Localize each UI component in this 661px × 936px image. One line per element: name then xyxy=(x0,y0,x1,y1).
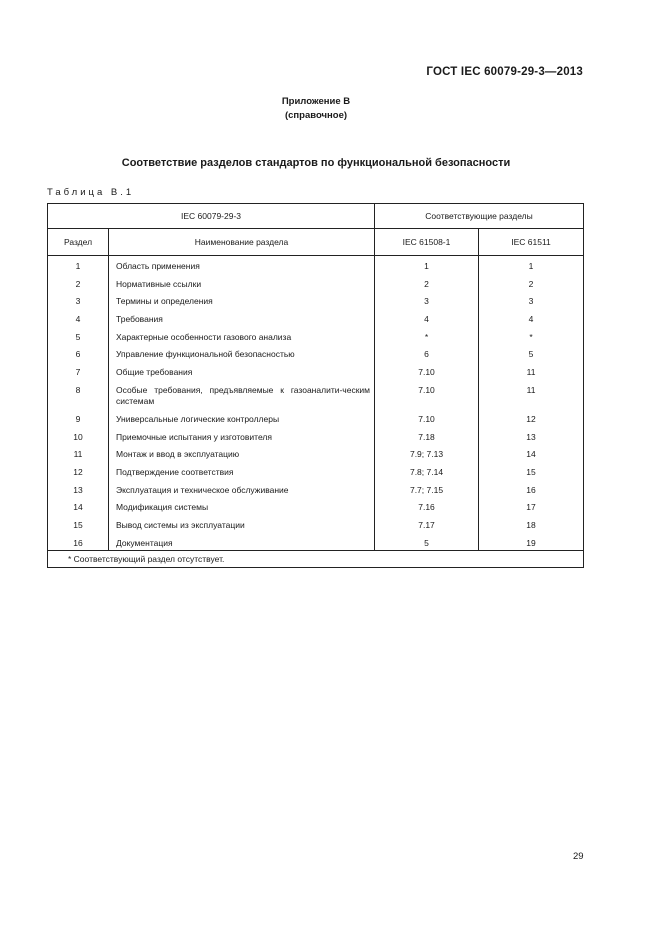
column-header-iec61511: IEC 61511 xyxy=(479,229,584,256)
cell-iec61508: 7.10 xyxy=(375,409,479,427)
cell-name: Приемочные испытания у изготовителя xyxy=(109,427,375,445)
cell-section: 7 xyxy=(48,362,109,380)
cell-section: 15 xyxy=(48,515,109,533)
table-row xyxy=(48,533,584,551)
table-row xyxy=(48,409,584,427)
cell-iec61508: 2 xyxy=(375,274,479,292)
cell-iec61508: 7.10 xyxy=(375,380,479,409)
cell-section: 5 xyxy=(48,327,109,345)
cell-section: 8 xyxy=(48,380,109,409)
cell-name: Эксплуатация и техническое обслуживание xyxy=(109,480,375,498)
cell-iec61511: 17 xyxy=(479,497,584,515)
cell-name: Требования xyxy=(109,309,375,327)
cell-iec61511: 11 xyxy=(479,362,584,380)
cell-iec61508: 7.7; 7.15 xyxy=(375,480,479,498)
cell-iec61508: * xyxy=(375,327,479,345)
cell-iec61511: 16 xyxy=(479,480,584,498)
cell-iec61511: 1 xyxy=(479,256,584,274)
table-row xyxy=(48,462,584,480)
cell-name: Особые требования, предъявляемые к газоаналити-ческим системам xyxy=(109,380,375,409)
table-row xyxy=(48,362,584,380)
appendix-heading xyxy=(0,95,632,123)
cell-name: Термины и определения xyxy=(109,291,375,309)
appendix-subtitle: (справочное) xyxy=(284,110,348,121)
table-row xyxy=(48,327,584,345)
page-number: 29 xyxy=(573,851,584,862)
cell-iec61511: 18 xyxy=(479,515,584,533)
cell-iec61511: * xyxy=(479,327,584,345)
cell-section: 13 xyxy=(48,480,109,498)
cell-iec61508: 7.18 xyxy=(375,427,479,445)
table-row xyxy=(48,291,584,309)
cell-section: 6 xyxy=(48,344,109,362)
cell-name: Нормативные ссылки xyxy=(109,274,375,292)
table-row xyxy=(48,274,584,292)
cell-iec61511: 11 xyxy=(479,380,584,409)
cell-iec61508: 1 xyxy=(375,256,479,274)
table-footnote: * Соответствующий раздел отсутствует. xyxy=(48,551,584,568)
cell-iec61508: 7.9; 7.13 xyxy=(375,444,479,462)
cell-iec61508: 7.16 xyxy=(375,497,479,515)
cell-name: Общие требования xyxy=(109,362,375,380)
cell-name: Вывод системы из эксплуатации xyxy=(109,515,375,533)
cell-name: Управление функциональной безопасностью xyxy=(109,344,375,362)
table-row xyxy=(48,444,584,462)
standard-designation: ГОСТ IEC 60079-29-3—2013 xyxy=(426,66,583,78)
cell-iec61511: 2 xyxy=(479,274,584,292)
table-row xyxy=(48,515,584,533)
cell-name: Документация xyxy=(109,533,375,551)
cell-section: 1 xyxy=(48,256,109,274)
cell-section: 10 xyxy=(48,427,109,445)
table-row xyxy=(48,256,584,274)
cell-section: 14 xyxy=(48,497,109,515)
cell-iec61511: 13 xyxy=(479,427,584,445)
table-body xyxy=(48,256,584,551)
cell-iec61508: 7.8; 7.14 xyxy=(375,462,479,480)
table-label: Таблица В.1 xyxy=(47,187,135,198)
table-row xyxy=(48,380,584,409)
cell-iec61511: 4 xyxy=(479,309,584,327)
cell-name: Область применения xyxy=(109,256,375,274)
cell-iec61511: 14 xyxy=(479,444,584,462)
cell-name: Универсальные логические контроллеры xyxy=(109,409,375,427)
cell-iec61508: 4 xyxy=(375,309,479,327)
cell-section: 12 xyxy=(48,462,109,480)
section-title: Соответствие разделов стандартов по функциональной безопасности xyxy=(121,157,511,169)
correspondence-table xyxy=(47,203,584,568)
column-header-name: Наименование раздела xyxy=(109,229,375,256)
cell-iec61511: 5 xyxy=(479,344,584,362)
cell-section: 4 xyxy=(48,309,109,327)
cell-section: 9 xyxy=(48,409,109,427)
table-row xyxy=(48,497,584,515)
group-header-right: Соответствующие разделы xyxy=(375,204,584,229)
cell-iec61511: 19 xyxy=(479,533,584,551)
column-header-section: Раздел xyxy=(48,229,109,256)
cell-section: 16 xyxy=(48,533,109,551)
cell-section: 3 xyxy=(48,291,109,309)
cell-iec61508: 6 xyxy=(375,344,479,362)
cell-section: 11 xyxy=(48,444,109,462)
cell-name: Подтверждение соответствия xyxy=(109,462,375,480)
cell-section: 2 xyxy=(48,274,109,292)
appendix-title: Приложение В xyxy=(281,96,351,107)
cell-name: Монтаж и ввод в эксплуатацию xyxy=(109,444,375,462)
table-row xyxy=(48,309,584,327)
cell-iec61508: 3 xyxy=(375,291,479,309)
group-header-left: IEC 60079-29-3 xyxy=(48,204,375,229)
cell-iec61508: 7.10 xyxy=(375,362,479,380)
cell-iec61511: 15 xyxy=(479,462,584,480)
column-header-iec61508: IEC 61508-1 xyxy=(375,229,479,256)
table-row xyxy=(48,344,584,362)
cell-name: Характерные особенности газового анализа xyxy=(109,327,375,345)
cell-iec61511: 3 xyxy=(479,291,584,309)
table-row xyxy=(48,427,584,445)
cell-iec61511: 12 xyxy=(479,409,584,427)
cell-iec61508: 5 xyxy=(375,533,479,551)
cell-iec61508: 7.17 xyxy=(375,515,479,533)
table-row xyxy=(48,480,584,498)
cell-name: Модификация системы xyxy=(109,497,375,515)
